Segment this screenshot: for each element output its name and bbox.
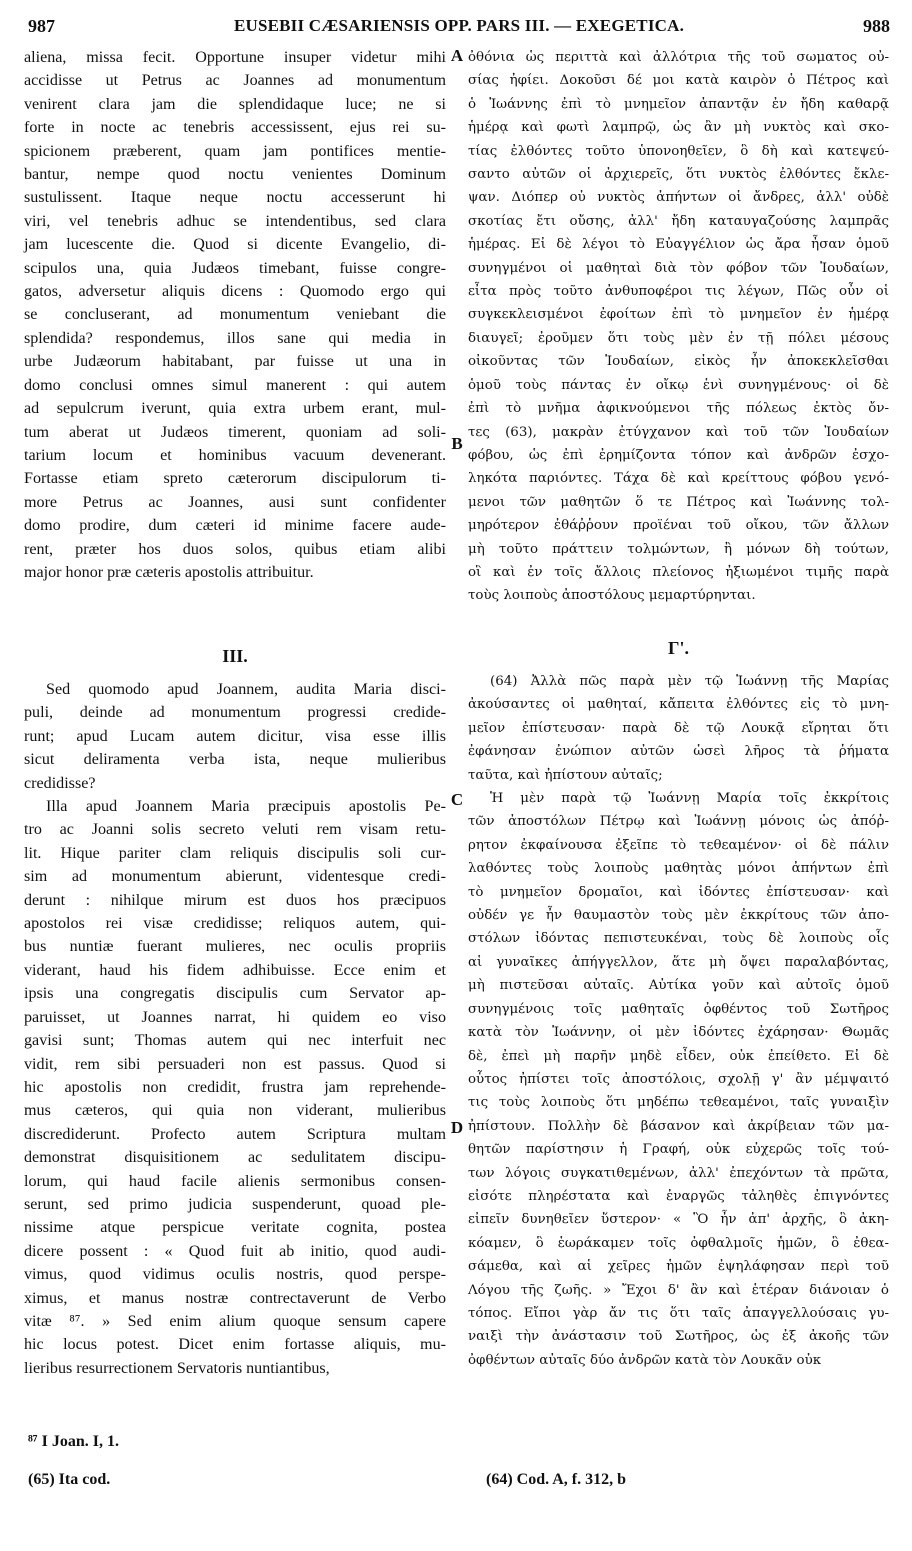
text-line: εἰπεῖν δυνηθεῖεν ὕστερον· « Ὃ ἦν ἀπ' ἀρχῆς, ὃ ἀκη- [468,1212,889,1228]
text-line: οἳ καὶ ἐν τοῖς ἄλλοις πλείονος ἠξιωμένοι τιμῆς παρὰ [468,564,889,580]
text-line: ipsis una congregatis discipulis cum Servator ap- [24,985,446,1003]
text-line: (64) Ἀλλὰ πῶς παρὰ μὲν τῷ Ἰωάννῃ τῆς Μαρίας [490,674,889,689]
text-line: συγκεκλεισμένοι ἐφοίτων ἐπὶ τὸ μνημεῖον ἐν ἡμέρᾳ [468,307,889,323]
text-line: sicut deliramenta verba ista, neque mulieribus [24,751,446,769]
section-heading-latin: III. [222,646,248,666]
text-line: nissime atque perspicue veritate cognita, postea [24,1219,446,1237]
text-line: bantur, nempe quod noctu venientes Dominum [24,166,446,184]
text-line: εἰσότε πληρέστατα καὶ ἐναργῶς τἀληθὲς ἐπιγνόντες [468,1188,889,1204]
margin-letter-d: D [450,1118,464,1137]
text-line: bus nuntiæ fuerant mulieres, nec oculis propriis [24,938,446,956]
text-line: ὀθόνια ὡς περιττὰ καὶ ἀλλότρια τῆς τοῦ σωματος οὐ- [468,50,889,65]
text-line: των λόγοις συγκατιθεμένων, ἀλλ' ἐπεχόντων τὰ πρῶτα, [468,1165,889,1181]
text-line: more Petrus ac Joannes, ausi sunt confidenter [24,493,446,511]
text-line: ὀφθέντων αὐταῖς δύο ἀνδρῶν κατὰ τὸν Λουκᾶν οὐκ [468,1352,822,1368]
text-line: tarium locum et hominibus vacuum devenerant. [24,446,446,464]
text-line: τοὺς λοιποὺς ἀποστόλους μεμαρτύρηνται. [468,588,756,604]
text-line: ὁ Ἰωάννης ἐπὶ τὸ μνημεῖον ἀπαντᾷν ἐν ἤδη καθαρᾷ [468,96,889,112]
text-line: sustulissent. Itaque neque noctu accesserunt hi [24,189,446,207]
text-line: ταῦτα, καὶ ἠπίστουν αὐταῖς; [468,767,663,783]
text-line: ὁμοῦ τοὺς πάντας ἐν οἴκῳ ἑνὶ συνηγμένους· οἱ δὲ [468,377,889,393]
text-line: ἡμέρᾳ καὶ φωτὶ λαμπρῷ, ὡς ἂν μὴ νυκτὸς καὶ σκο- [468,120,889,136]
text-line: vitæ ⁸⁷. » Sed enim alium quoque sensum capere [24,1312,446,1330]
running-header [28,14,890,44]
text-line: οὐδέν γε ἦν θαυμαστὸν τοὺς μὲν ἐκκρίτους τῶν ἀπο- [468,908,889,924]
text-line: lieribus resurrectionem Servatoris nuntiantibus, [24,1359,330,1377]
text-line: domo prodire, dum cæteri id minime facere aude- [24,517,446,535]
text-line: ναιξὶ τὴν ἀνάστασιν τοῦ Σωτῆρος, ὡς ἐξ ἀκοῆς τῶν [468,1329,889,1345]
text-line: οὗτος ἠπίστει τοῖς ἀποστόλοις, σχολῇ γ' ἂν μέμψαιτό [468,1071,889,1087]
text-line: venirent clara jam die splendidaque luce; ne si [24,95,446,113]
text-line: viderant, haud his fidem adhibuisse. Ecce enim et [24,961,446,979]
text-line: vidit, rem sibi persuaderi non est passus. Quod si [24,1055,446,1073]
page-number-right: 988 [863,16,890,36]
text-line: σάμεθα, καὶ αἱ χεῖρες ἡμῶν ἐψηλάφησαν περὶ τοῦ [468,1259,889,1275]
text-line: puli, deinde ad monumentum progressi credide- [24,704,446,722]
text-line: discrediderunt. Profecto autem Scriptura multam [24,1125,446,1143]
text-line: τις τοὺς λοιποὺς ὅτι μηδέπω τεθεαμένοι, ταῖς γυναιξὶν [468,1095,889,1111]
text-line: viri, vel tenebris adhuc se intendentibus, sed clara [24,212,446,230]
text-line: sim ad monumentum abierunt, videntesque credi- [24,868,446,886]
text-line: φόβου, ὡς ἐπὶ ἐρημίζοντα τόπον καὶ ἀνδρῶν ἐσχο- [468,447,889,463]
text-line: ximus, et manus nostræ contrectaverunt de Verbo [24,1289,446,1307]
text-line: hic locus potest. Dicet enim fortasse aliquis, mu- [24,1336,446,1354]
text-line: μηρότερον ἐθάῤῥουν προϊέναι τοῦ οἴκου, τῶν ἄλλων [468,518,889,534]
text-line: accidisse ut Petrus ac Joannes ad monumentum [24,72,446,90]
text-line: ψαν. Διόπερ οὐ νυκτὸς ἀπήντων οἱ ἄνδρες, ἀλλ' οὐδὲ [468,190,889,206]
text-line: tro ac Joanni solis secreto veluti rem visam retu- [24,821,446,839]
text-line: gatos, adversetur aliquis dicens : Quomodo ergo qui [24,283,446,301]
text-line: tum aberat ut Judæos timerent, quoniam ad soli- [24,423,446,441]
text-line: ἡμέρας. Εἰ δὲ λέγοι τὸ Εὐαγγέλιον ὡς ἄρα ἦσαν ὁμοῦ [468,237,889,253]
text-line: τόπος. Εἴποι γὰρ ἄν τις ὅτι ταῖς ἀπαγγελλούσαις γυ- [468,1305,889,1321]
text-line: σίας ἠφίει. Δοκοῦσι δέ μοι κατὰ καιρὸν ὁ Πέτρος καὶ [468,73,889,89]
running-title: EUSEBII CÆSARIENSIS OPP. PARS III. — EXEGETICA. [233,16,685,35]
text-line: ad sepulcrum iverunt, quia extra urbem erant, mul- [24,400,446,418]
text-line: τες (63), μακρὰν ἐτύγχανον καὶ τοῦ τῶν Ἰουδαίων [468,424,889,440]
footnote-65: (65) Ita cod. [28,1471,111,1488]
text-line: διαυγεῖ; ἐροῦμεν ὅτι τοὺς μὲν ἐν τῇ πόλει μέσους [468,330,889,346]
greek-column-upper [468,46,889,608]
text-line: vimus, quod vidimus oculis nostris, quod perspe- [24,1266,446,1284]
text-line: δὲ, ἐπεὶ μὴ παρῆν μηδὲ εἶδεν, οὐκ ἐπείθετο. Εἰ δὲ [468,1048,889,1064]
text-line: urbe Judæorum habitabant, par fuisse ut una in [24,353,446,371]
margin-letter-a: A [450,46,464,65]
text-line: αἱ γυναῖκες ἀπήγγελλον, ἅτε μὴ ὄψει παραλαβόντας, [468,954,889,970]
text-line: ἀκούσαντες οἱ μαθηταί, κἄπειτα ἐλθόντες εἰς τὸ μνη- [468,697,889,713]
text-line: aliena, missa fecit. Opportune insuper videtur mihi [24,49,446,66]
footnote-87: ⁸⁷ I Joan. I, 1. [28,1433,119,1450]
text-line: splendida? respondemus, illos sane qui media in [24,329,446,347]
latin-column-upper [24,46,446,584]
text-line: major honor præ cæteris apostolis attribuitur. [24,563,314,581]
text-line: paruisset, ut Joannes narrat, hi quidem eo viso [24,1008,446,1026]
text-line: runt; apud Lucam autem dicitur, visa esse illis [24,727,446,745]
text-line: κόαμεν, ὃ ἑωράκαμεν τοῖς ὀφθαλμοῖς ἡμῶν, ὃ ἐθεα- [468,1235,889,1251]
text-line: derunt : nihilque mirum est duos hos præcipuos [24,891,446,909]
text-line: τῶν ἀποστόλων Πέτρῳ καὶ Ἰωάννῃ μόνοις ὡς ἀπόῤ- [468,814,889,830]
text-line: spicionem præberent, quam jam pontifices mentie- [24,142,446,160]
text-line: συνηγμένοι οἱ μαθηταὶ διὰ τὸν φόβον τῶν Ἰουδαίων, [468,260,889,276]
text-line: εἶτα πρὸς τοῦτο ἀνθυποφέροι τις λέγων, Πῶς οὖν οἱ [468,284,889,300]
text-line: Illa apud Joannem Maria præcipuis apostolis Pe- [46,798,446,816]
text-line: Λόγου τῆς ζωῆς. » Ἔχοι δ' ἂν καὶ ἑτέραν διάνοιαν ὁ [468,1282,889,1298]
text-line: apostolos rei visæ credidisse; reliquos autem, qui- [24,915,446,933]
text-line: συνηγμένοις τοῖς μαθηταῖς ὀφθέντος τοῦ Σωτῆρος [468,1001,889,1017]
text-line: dicere possent : « Quod fuit ab initio, quod audi- [24,1242,446,1260]
text-line: lit. Hique pariter clam reliquis discipulis soli cur- [24,844,446,862]
text-line: μὴ τοῦτο πράττειν τολμώντων, ἢ μόνων δὴ τούτων, [468,541,889,557]
text-line: ρητον ἐκφαίνουσα ἐξεῖπε τὸ τεθεαμένον· οἱ δὲ πάλιν [468,837,889,853]
margin-letter-b: B [451,434,463,453]
text-line: Fortasse etiam spreto cæterorum discipulorum ti- [24,470,446,488]
text-line: hic apostolis non credidit, frustra jam reprehende- [24,1078,446,1096]
text-line: ἐπὶ τὸ μνῆμα ἀφικνούμενοι τῆς πόλεως ἐκτὸς ὄν- [468,401,889,417]
text-line: μεῖον ἐπίστευσαν· παρὰ δὲ τῷ Λουκᾷ εἴρηται ὅτι [468,720,889,736]
text-line: λαθόντες τοὺς λοιποὺς μαθητὰς μόνοι ἀπήντων ἐπὶ [468,861,889,877]
text-line: κατὰ τὸν Ἰωάννην, οἱ μὲν ἰδόντες ἐχάρησαν· Θωμᾶς [468,1025,889,1041]
text-line: θητῶν παρίστησιν ἡ Γραφή, οὐκ εὐχερῶς τοῖς τού- [468,1142,889,1158]
text-line: σαντο αὐτῶν οἱ ἀρχιερεῖς, ὅτι νυκτὸς ἐλθόντες ἔκλε- [468,167,889,183]
text-line: forte in nocte ac tenebris accessissent, ejus rei su- [24,119,446,137]
footnote-64: (64) Cod. A, f. 312, b [486,1471,627,1488]
text-line: μὴ πιστεῦσαι αὐταῖς. Αὐτίκα γοῦν καὶ αὐτοῖς ὁμοῦ [468,978,889,994]
greek-column-lower [468,670,889,1372]
text-line: lorum, qui haud facile alienis sermonibus consen- [24,1172,446,1190]
text-line: ἐφάνησαν ἐνώπιον αὐτῶν ὡσεὶ λῆρος τὰ ῥήματα [468,744,889,760]
text-line: οἰκοῦντας τῶν Ἰουδαίων, εἰκὸς ἦν ἀποκεκλεῖσθαι [468,354,889,370]
text-line: τίας ἐλθόντες τοῦτο ὑπονοηθεῖεν, ὃ δὴ καὶ κατεψεύ- [468,143,889,159]
text-line: ληκότα παριόντες. Τάχα δὲ καὶ κρείττους φόβου γενό- [468,471,889,487]
text-line: Ἡ μὲν παρὰ τῷ Ἰωάννῃ Μαρία τοῖς ἐκκρίτοις [490,791,889,807]
margin-letter-c: C [450,790,464,809]
text-line: domo conclusi omnes simul manerent : qui autem [24,376,446,394]
text-line: se concluserant, ad monumentum veniebant die [24,306,446,324]
text-line: jam lucescente die. Quod si dicente Evangelio, di- [24,236,446,254]
text-line: serunt, sed primo judicia suspenderunt, quoad ple- [24,1195,446,1213]
text-line: gavisi sunt; Thomas autem qui nec interfuit nec [24,1032,446,1050]
text-line: τὸ μνημεῖον δρομαῖοι, καὶ ἰδόντες ἐπίστευσαν· καὶ [468,884,889,900]
text-line: σκοτίας ἔτι οὔσης, ἀλλ' ἤδη καταυγαζούσης λαμπρᾶς [468,213,889,229]
text-line: credidisse? [24,774,96,792]
text-line: μενοι τῶν μαθητῶν ὅ τε Πέτρος καὶ Ἰωάννης τολ- [468,494,889,510]
latin-column-lower [24,678,446,1380]
page-number-left: 987 [28,16,55,36]
text-line: Sed quomodo apud Joannem, audita Maria disci- [46,681,446,698]
text-line: mus cæteros, qui quia non viderant, mulieribus [24,1102,446,1120]
text-line: στόλων ἰδόντας πεπιστευκέναι, τοὺς δὲ λοιποὺς οἷς [468,931,889,947]
text-line: scipulos una, quia Judæos timebant, fuisse congre- [24,259,446,277]
text-line: rent, præter hos duos solos, quibus etiam alibi [24,540,446,558]
text-line: demonstrat disquisitionem ac sedulitatem discipu- [24,1149,446,1167]
section-heading-greek: Γ'. [668,638,689,658]
text-line: ἠπίστουν. Πολλὴν δὲ βάσανον καὶ ἀκρίβειαν τῶν μα- [468,1118,889,1134]
